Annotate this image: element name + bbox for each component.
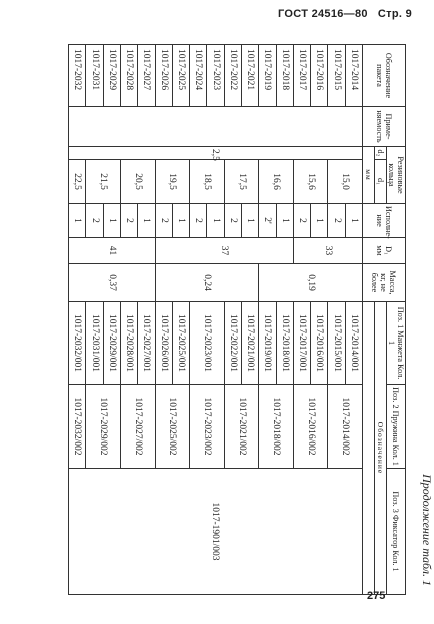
col-version: Исполне-ние	[363, 204, 406, 238]
pos2-cell: 1017-2014/002	[328, 385, 363, 469]
version-cell: 2	[224, 204, 241, 238]
D1-cell: 41	[69, 238, 156, 264]
col-applicability: Приме-няемость	[363, 107, 406, 147]
version-cell: 1	[311, 204, 328, 238]
pos1-cell: 1017-2027/001	[138, 302, 155, 385]
row-designation: 1017-2018	[276, 45, 293, 107]
version-cell: 1	[138, 204, 155, 238]
row-designation: 1017-2031	[86, 45, 103, 107]
version-cell: 1	[242, 204, 259, 238]
version-cell: 1	[103, 204, 120, 238]
d2-cell: 2,5	[69, 147, 363, 160]
gost-number: ГОСТ 24516—80	[278, 8, 368, 20]
pos1-cell: 1017-2025/001	[172, 302, 189, 385]
version-cell: 2'	[259, 204, 276, 238]
d1-cell: 20,5	[121, 160, 156, 204]
D1-cell: 37	[155, 238, 293, 264]
pos1-cell: 1017-2018/001	[276, 302, 293, 385]
row-designation: 1017-2023	[207, 45, 224, 107]
pos1-cell: 1017-2029/001	[103, 302, 120, 385]
continuation-label: Продолжение табл. 1	[420, 474, 434, 586]
row-designation: 1017-2024	[190, 45, 207, 107]
row-designation: 1017-2022	[224, 45, 241, 107]
col-D1: D₁ мм	[363, 238, 406, 264]
pos2-cell: 1017-2018/002	[259, 385, 294, 469]
row-designation: 1017-2028	[121, 45, 138, 107]
pos1-cell: 1017-2017/001	[293, 302, 310, 385]
col-pos3: Поз. 3 Фиксатор Кол. 1	[387, 469, 406, 595]
d1-cell: 22,5	[69, 160, 87, 204]
col-pos1: Поз. 1 Манжета Кол. 1	[387, 302, 406, 385]
gost-header	[278, 8, 412, 20]
pos1-cell: 1017-2022/001	[224, 302, 241, 385]
row-designation: 1017-2017	[293, 45, 310, 107]
pos1-cell: 1017-2016/001	[311, 302, 328, 385]
pos2-cell: 1017-2023/002	[190, 385, 225, 469]
d1-cell: 19,5	[155, 160, 190, 204]
row-designation: 1017-2029	[103, 45, 120, 107]
mass-cell: 0,19	[259, 264, 363, 302]
pos1-cell: 1017-2023/001	[190, 302, 225, 385]
version-cell: 2	[328, 204, 345, 238]
pos2-cell: 1017-2025/002	[155, 385, 190, 469]
row-designation: 1017-2016	[311, 45, 328, 107]
page-ref: Стр. 9	[377, 8, 412, 20]
row-designation: 1017-2021	[242, 45, 259, 107]
d1-cell: 16,6	[259, 160, 294, 204]
col-mass: Масса, кг, не более	[363, 264, 406, 302]
row-designation: 1017-2026	[155, 45, 172, 107]
version-cell: 1	[172, 204, 189, 238]
col-mm: мм	[363, 147, 375, 204]
header-spacer	[363, 302, 375, 595]
d1-cell: 21,5	[86, 160, 121, 204]
parts-table	[68, 44, 406, 595]
row-designation: 1017-2015	[328, 45, 345, 107]
pos1-cell: 1017-2031/001	[86, 302, 103, 385]
pos1-cell: 1017-2015/001	[328, 302, 345, 385]
mass-cell: 0,37	[69, 264, 156, 302]
pos1-cell: 1017-2028/001	[121, 302, 138, 385]
col-pos2: Поз. 2 Пружина Кол. 1	[387, 385, 406, 469]
d1-cell: 18,5	[190, 160, 225, 204]
rotated-table-block	[68, 44, 434, 594]
row-designation: 1017-2032	[69, 45, 87, 107]
d1-cell: 15,0	[328, 160, 363, 204]
row-designation: 1017-2027	[138, 45, 155, 107]
page-header	[0, 6, 417, 26]
version-cell: 1	[69, 204, 87, 238]
version-cell: 2	[86, 204, 103, 238]
version-cell: 1	[345, 204, 362, 238]
d1-cell: 15,6	[293, 160, 328, 204]
page-number: 275	[367, 590, 386, 602]
row-designation: 1017-2014	[345, 45, 362, 107]
version-cell: 2	[190, 204, 207, 238]
col-rubber-rings: Резиновые кольца	[387, 147, 406, 204]
version-cell: 1	[207, 204, 224, 238]
pos2-cell: 1017-2029/002	[86, 385, 121, 469]
version-cell: 2	[155, 204, 172, 238]
col-d1: d₁	[375, 160, 387, 204]
applicability-cell	[69, 107, 363, 147]
row-designation: 1017-2025	[172, 45, 189, 107]
col-designation: Обозначение пакета	[363, 45, 406, 107]
pos2-cell: 1017-2027/002	[121, 385, 156, 469]
pos1-cell: 1017-2032/001	[69, 302, 87, 385]
D1-cell: 33	[293, 238, 362, 264]
version-cell: 2	[293, 204, 310, 238]
pos1-cell: 1017-2026/001	[155, 302, 172, 385]
pos2-cell: 1017-2016/002	[293, 385, 328, 469]
col-d2: d₂	[375, 147, 387, 160]
row-designation: 1017-2019	[259, 45, 276, 107]
version-cell: 2	[121, 204, 138, 238]
pos3-cell: 1017-1901/003	[69, 469, 363, 595]
pos2-cell: 1017-2021/002	[224, 385, 259, 469]
pos2-cell: 1017-2032/002	[69, 385, 87, 469]
mass-cell: 0,24	[155, 264, 259, 302]
pos1-cell: 1017-2021/001	[242, 302, 259, 385]
pos1-cell: 1017-2014/001	[345, 302, 362, 385]
pos1-cell: 1017-2019/001	[259, 302, 276, 385]
col-designation-span: Обозначение	[375, 302, 387, 595]
version-cell: 1	[276, 204, 293, 238]
d1-cell: 17,5	[224, 160, 259, 204]
